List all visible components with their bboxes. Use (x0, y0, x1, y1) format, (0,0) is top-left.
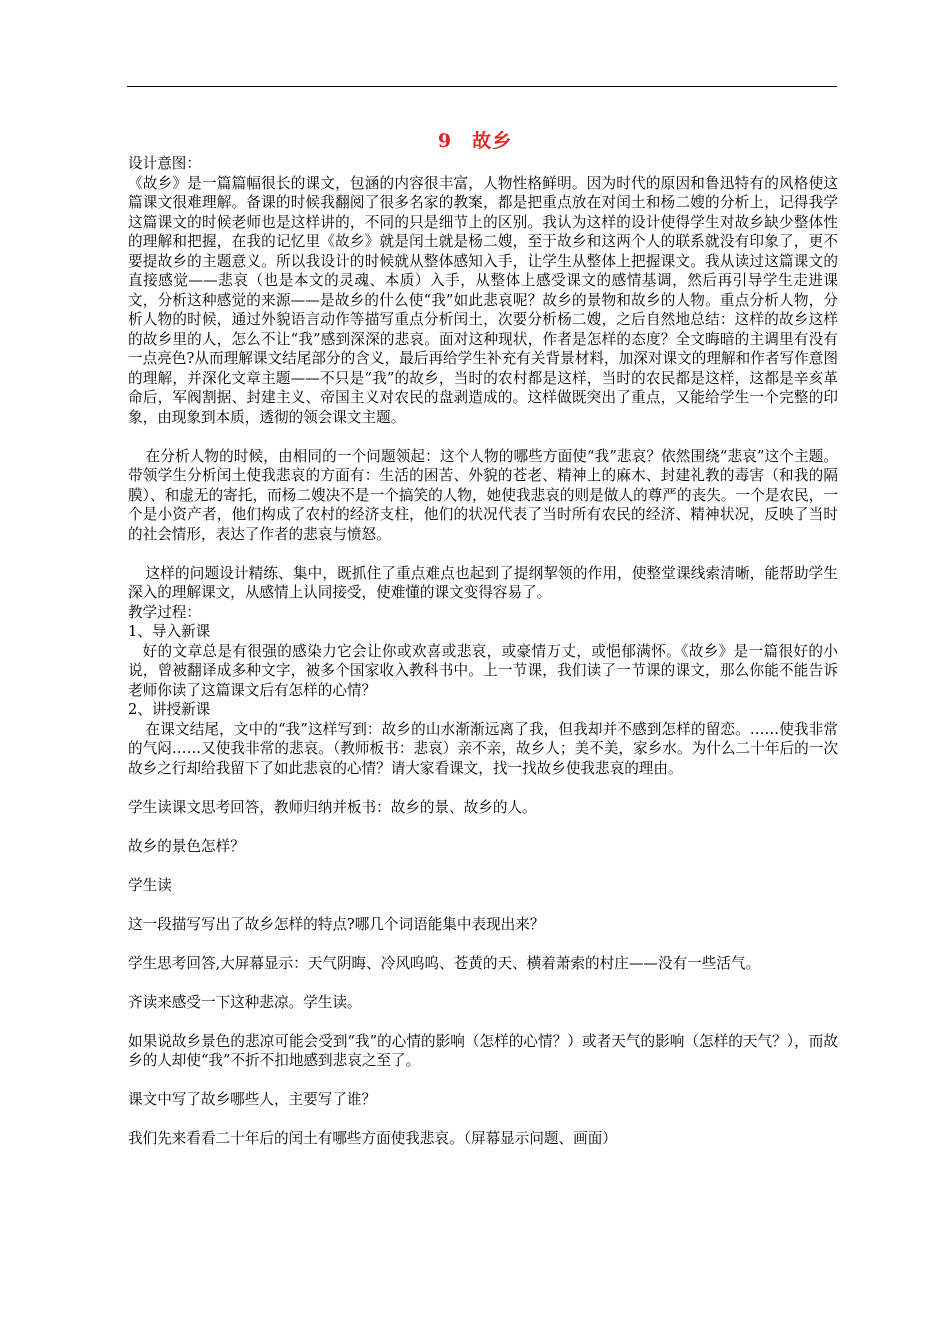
paragraph-students-read: 学生读 (128, 876, 172, 894)
page-title: 9 故乡 (437, 130, 513, 152)
section-heading-teaching-process: 教学过程： (128, 603, 201, 621)
section-heading-design-intent: 设计意图： (128, 155, 201, 172)
document-body (128, 154, 838, 1149)
paragraph-people-question: 课文中写了故乡哪些人，主要写了谁？ (128, 1091, 377, 1108)
paragraph-runtu: 我们先来看看二十年后的闰土有哪些方面使我悲哀。（屏幕显示问题、画面） (128, 1130, 617, 1147)
step-heading-introduction: 1、导入新课 (128, 623, 211, 640)
paragraph-mood-weather: 如果说故乡景色的悲凉可能会受到“我”的心情的影响（怎样的心情？）或者天气的影响（怎样的天气？），而故乡的人却使“我”不折不扣地感到悲哀之至了。 (128, 1032, 838, 1069)
paragraph-question-design: 这样的问题设计精练、集中，既抓住了重点难点也起到了提纲挈领的作用，使整堂课线索清晰，能帮助学生深入的理解课文，从感情上认同接受，使难懂的课文变得容易了。 (128, 564, 838, 601)
step-heading-new-lesson: 2、讲授新课 (128, 701, 211, 718)
paragraph-character-analysis: 在分析人物的时候，由相同的一个问题领起：这个人物的哪些方面使“我”悲哀？依然围绕“悲哀”这个主题。带领学生分析闰土使我悲哀的方面有：生活的困苦、外貌的苍老、精神上的麻木、封建礼教的毒害（和我的隔膜）、和虚无的寄托，而杨二嫂决不是一个搞笑的人物，她使我悲哀的则是做人的尊严的丧失。一个是农民，一个是小资产者，他们构成了农村的经济支柱，他们的状况代表了当时所有农民的经济、精神状况，反映了当时的社会情形，表达了作者的悲哀与愤怒。 (128, 447, 838, 543)
paragraph-feature-question: 这一段描写写出了故乡怎样的特点?哪几个词语能集中表现出来？ (128, 915, 545, 933)
paragraph-scenery-question: 故乡的景色怎样？ (128, 837, 245, 855)
paragraph-read-together: 齐读来感受一下这种悲凉。学生读。 (128, 993, 362, 1011)
header-rule (127, 86, 837, 87)
paragraph-design-overview: 《故乡》是一篇篇幅很长的课文，包涵的内容很丰富，人物性格鲜明。因为时代的原因和鲁迅特有的风格使这篇课文很难理解。备课的时候我翻阅了很多名家的教案，都是把重点放在对闰土和杨二嫂的分析上，记得我学这篇课文的时候老师也是这样讲的，不同的只是细节上的区别。我认为这样的设计使得学生对故乡缺少整体性的理解和把握，在我的记忆里《故乡》就是闰土就是杨二嫂，至于故乡和这两个人的联系就没有印象了，更不要提故乡的主题意义。所以我设计的时候就从整体感知入手，让学生从整体上把握课文。我从读过这篇课文的直接感觉——悲哀（也是本文的灵魂、本质）入手，从整体上感受课文的感情基调，然后再引导学生走进课文，分析这种感觉的来源——是故乡的什么使“我”如此悲哀呢？故乡的景物和故乡的人物。重点分析人物，分析人物的时候，通过外貌语言动作等描写重点分析闰土，次要分析杨二嫂，之后自然地总结：这样的故乡这样的故乡里的人，怎么不让“我”感到深深的悲哀。面对这种现状，作者是怎样的态度？全文晦暗的主调里有没有一点亮色?从而理解课文结尾部分的含义，最后再给学生补充有关背景材料，加深对课文的理解和作者写作意图的理解，并深化文章主题——不只是“我”的故乡，当时的农村都是这样，当时的农民都是这样，这都是辛亥革命后，军阀割据、封建主义、帝国主义对农民的盘剥造成的。这样做既突出了重点，又能给学生一个完整的印象，由现象到本质，透彻的领会课文主题。 (128, 174, 838, 426)
paragraph-introduction: 好的文章总是有很强的感染力它会让你或欢喜或悲哀，或豪情万丈，或悒郁满怀。《故乡》是一篇很好的小说，曾被翻译成多种文字，被多个国家收入教科书中。上一节课，我们读了一节课的课文，那么你能不能告诉老师你读了这篇课文后有怎样的心情？ (128, 642, 838, 699)
paragraph-new-lesson: 在课文结尾，文中的“我”这样写到：故乡的山水渐渐远离了我，但我却并不感到怎样的留恋。……使我非常的气闷……又使我非常的悲哀。（教师板书：悲哀）亲不亲，故乡人；美不美，家乡水。为什么二十年后的一次故乡之行却给我留下了如此悲哀的心情？请大家看课文，找一找故乡使我悲哀的理由。 (128, 720, 838, 777)
paragraph-screen-display: 学生思考回答,大屏幕显示：天气阴晦、冷风呜呜、苍黄的天、横着萧索的村庄——没有一些活气。 (128, 954, 761, 972)
paragraph-student-answer: 学生读课文思考回答，教师归纳并板书：故乡的景、故乡的人。 (128, 798, 537, 816)
